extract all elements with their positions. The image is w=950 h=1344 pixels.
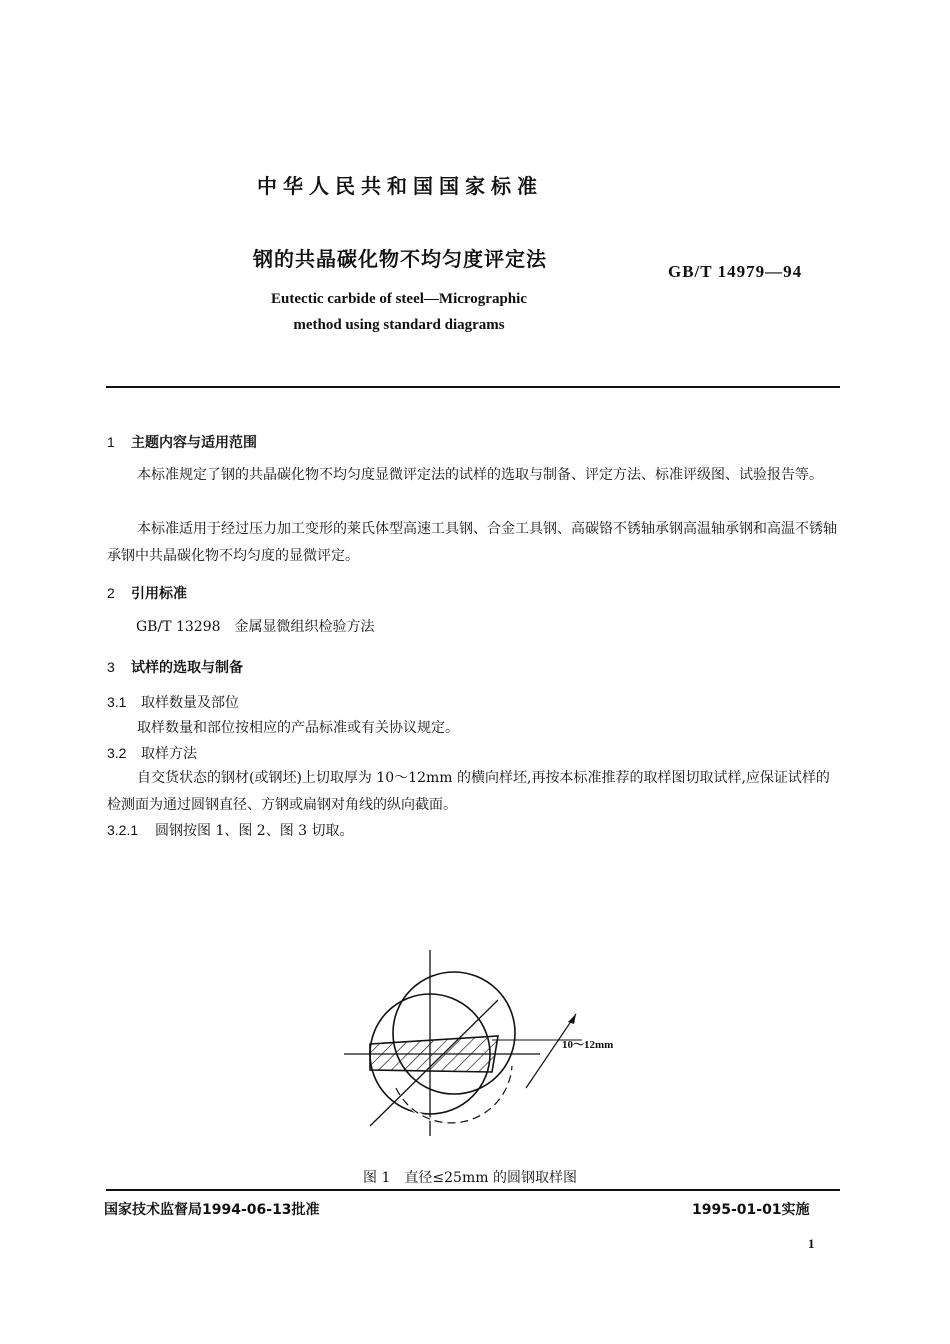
dimension-arrow-line <box>526 1014 576 1088</box>
document-title-en-line1: Eutectic carbide of steel—Micrographic <box>271 291 527 307</box>
subsection-number: 3.2 <box>107 745 127 761</box>
page-number: 1 <box>808 1236 815 1251</box>
section-3-heading <box>107 657 243 677</box>
section-number: 3 <box>107 659 115 675</box>
section-1-paragraph-2: 本标准适用于经过压力加工变形的莱氏体型高速工具钢、合金工具钢、高碳铬不锈轴承钢高温轴承钢和高温不锈轴承钢中共晶碳化物不均匀度的显微评定。 <box>107 521 837 564</box>
footer-divider <box>106 1189 840 1191</box>
dimension-arrowhead <box>568 1014 576 1024</box>
subsection-3-1-heading <box>107 689 239 717</box>
subsection-3-2-1 <box>107 817 354 845</box>
rotated-bar-circle <box>393 972 515 1094</box>
subsection-number: 3.2.1 <box>107 822 139 838</box>
document-title-cn: 钢的共晶碳化物不均匀度评定法 <box>253 247 547 271</box>
section-number: 2 <box>107 585 115 601</box>
approval-line: 国家技术监督局1994-06-13批准 <box>104 1202 320 1218</box>
header-divider <box>106 386 840 388</box>
subsection-text: 圆钢按图 1、图 2、图 3 切取。 <box>155 823 354 839</box>
national-standard-heading: 中华人民共和国国家标准 <box>257 174 543 198</box>
subsection-number: 3.1 <box>107 694 127 710</box>
subsection-title: 取样方法 <box>141 746 197 762</box>
document-title-en-line2: method using standard diagrams <box>293 317 505 333</box>
section-2-heading <box>107 583 187 603</box>
standard-code: GB/T 14979—94 <box>668 262 803 281</box>
subsection-3-2-heading <box>107 740 197 768</box>
section-title: 试样的选取与制备 <box>131 660 243 676</box>
figure-1-sampling-diagram <box>330 940 650 1140</box>
section-1-paragraph-1: 本标准规定了钢的共晶碳化物不均匀度显微评定法的试样的选取与制备、评定方法、标准评级图、试验报告等。 <box>137 467 823 483</box>
section-title: 引用标准 <box>131 586 187 602</box>
section-title: 主题内容与适用范围 <box>131 435 257 451</box>
dimension-label: 10～12mm <box>562 1039 614 1051</box>
subsection-3-1-text: 取样数量和部位按相应的产品标准或有关协议规定。 <box>137 720 459 736</box>
subsection-3-2-text: 自交货状态的钢材(或钢坯)上切取厚为 10～12mm 的横向样坯,再按本标准推荐的取样图切取试样,应保证试样的检测面为通过圆钢直径、方钢或扁钢对角线的纵向截面。 <box>107 770 830 813</box>
effective-date-line: 1995-01-01实施 <box>692 1202 810 1218</box>
reference-standard: GB/T 13298 金属显微组织检验方法 <box>136 619 375 635</box>
sample-slice-hatched <box>370 1036 498 1072</box>
section-number: 1 <box>107 434 115 450</box>
subsection-title: 取样数量及部位 <box>141 695 239 711</box>
section-1-heading <box>107 432 257 452</box>
figure-1-caption: 图 1 直径≤25mm 的圆钢取样图 <box>363 1170 577 1186</box>
